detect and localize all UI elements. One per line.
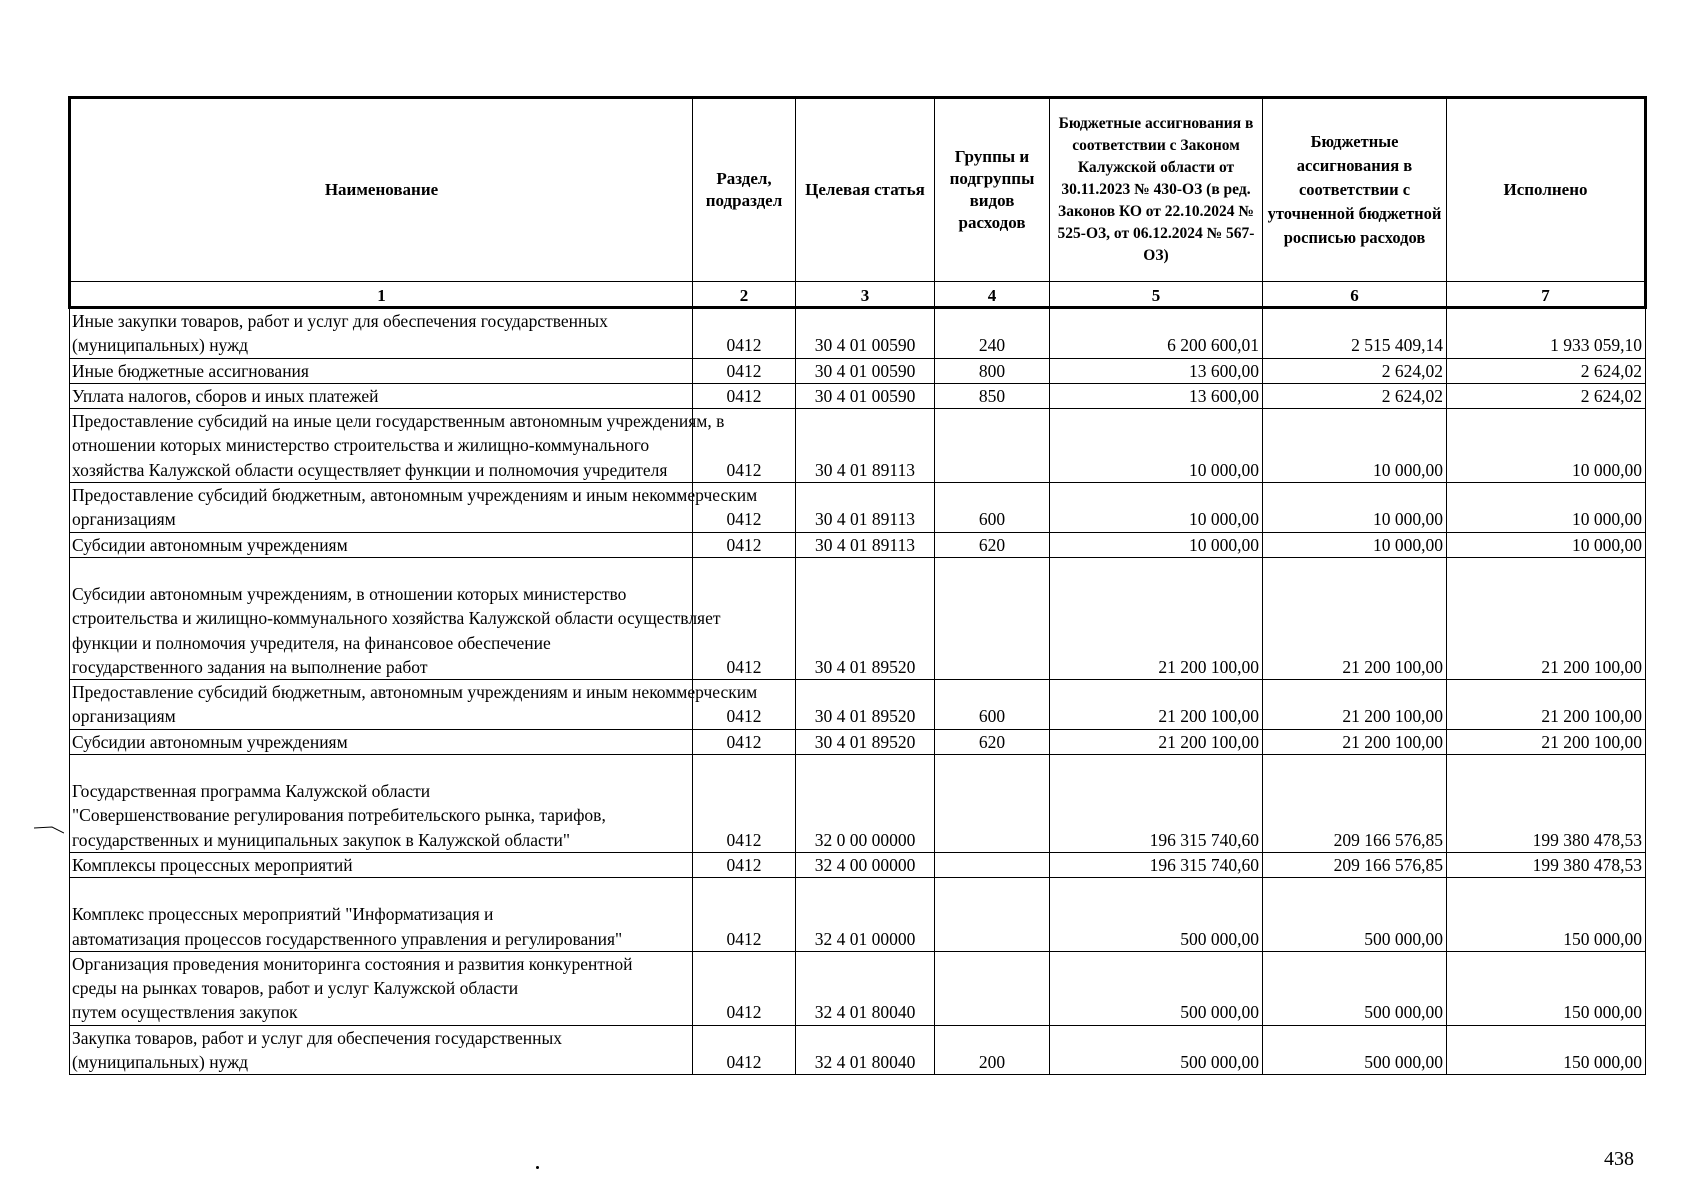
row-executed: 2 624,02 bbox=[1447, 383, 1646, 408]
row-expense-group: 800 bbox=[935, 358, 1050, 383]
row-section: 0412 bbox=[693, 951, 796, 1025]
row-law-allocation: 500 000,00 bbox=[1050, 878, 1263, 952]
row-section: 0412 bbox=[693, 729, 796, 754]
table-row bbox=[70, 358, 1646, 383]
row-law-allocation: 196 315 740,60 bbox=[1050, 852, 1263, 877]
row-expense-group bbox=[935, 878, 1050, 952]
table-row bbox=[70, 852, 1646, 877]
row-expense-group: 850 bbox=[935, 383, 1050, 408]
row-name bbox=[70, 557, 721, 679]
header-refined-allocation: Бюджетные ассигнования в соответствии с уточненной бюджетной росписью расходов bbox=[1263, 98, 1447, 282]
row-name-text: Иные закупки товаров, работ и услуг для обеспечения государственных (муниципальных) нужд bbox=[72, 311, 608, 356]
row-executed: 21 200 100,00 bbox=[1447, 557, 1646, 679]
table-row bbox=[70, 1025, 1646, 1075]
row-name bbox=[70, 308, 693, 359]
table-body bbox=[70, 308, 1646, 1075]
row-law-allocation: 196 315 740,60 bbox=[1050, 755, 1263, 853]
row-executed: 21 200 100,00 bbox=[1447, 729, 1646, 754]
row-name bbox=[70, 951, 693, 1025]
row-name bbox=[70, 729, 693, 754]
row-law-allocation: 6 200 600,01 bbox=[1050, 308, 1263, 359]
row-target-article: 30 4 01 89520 bbox=[796, 729, 935, 754]
column-number-row bbox=[70, 282, 1646, 308]
row-name bbox=[70, 852, 693, 877]
column-number: 1 bbox=[70, 282, 693, 308]
row-executed: 199 380 478,53 bbox=[1447, 852, 1646, 877]
row-expense-group bbox=[935, 755, 1050, 853]
row-law-allocation: 10 000,00 bbox=[1050, 409, 1263, 483]
header-expense-group: Группы и подгруппы видов расходов bbox=[935, 98, 1050, 282]
row-executed: 2 624,02 bbox=[1447, 358, 1646, 383]
row-section: 0412 bbox=[693, 1025, 796, 1075]
column-number: 6 bbox=[1263, 282, 1447, 308]
row-name bbox=[70, 358, 693, 383]
row-section: 0412 bbox=[693, 358, 796, 383]
row-section: 0412 bbox=[693, 383, 796, 408]
row-name-text: Организация проведения мониторинга состояния и развития конкурентной среды на рынках товаров, работ и услуг Калужской области путем осуществления закупок bbox=[72, 953, 633, 1023]
row-law-allocation: 21 200 100,00 bbox=[1050, 557, 1263, 679]
header-executed: Исполнено bbox=[1447, 98, 1646, 282]
row-expense-group bbox=[935, 852, 1050, 877]
row-executed: 10 000,00 bbox=[1447, 409, 1646, 483]
row-executed: 150 000,00 bbox=[1447, 951, 1646, 1025]
row-refined-allocation: 2 515 409,14 bbox=[1263, 308, 1447, 359]
row-executed: 150 000,00 bbox=[1447, 878, 1646, 952]
row-expense-group bbox=[935, 409, 1050, 483]
row-name bbox=[70, 755, 693, 853]
row-law-allocation: 10 000,00 bbox=[1050, 483, 1263, 533]
header-row bbox=[70, 98, 1646, 282]
row-expense-group: 600 bbox=[935, 680, 1050, 730]
column-number: 7 bbox=[1447, 282, 1646, 308]
row-refined-allocation: 21 200 100,00 bbox=[1263, 557, 1447, 679]
row-refined-allocation: 500 000,00 bbox=[1263, 1025, 1447, 1075]
row-executed: 10 000,00 bbox=[1447, 532, 1646, 557]
row-target-article: 32 4 01 80040 bbox=[796, 1025, 935, 1075]
table-row bbox=[70, 308, 1646, 359]
row-executed: 1 933 059,10 bbox=[1447, 308, 1646, 359]
row-target-article: 30 4 01 89520 bbox=[796, 680, 935, 730]
row-name-text: Субсидии автономным учреждениям bbox=[72, 731, 348, 752]
row-target-article: 30 4 01 00590 bbox=[796, 358, 935, 383]
row-law-allocation: 10 000,00 bbox=[1050, 532, 1263, 557]
row-refined-allocation: 2 624,02 bbox=[1263, 383, 1447, 408]
row-law-allocation: 13 600,00 bbox=[1050, 383, 1263, 408]
row-executed: 10 000,00 bbox=[1447, 483, 1646, 533]
row-section: 0412 bbox=[693, 557, 796, 679]
row-name-text: Предоставление субсидий бюджетным, автономным учреждениям и иным некоммерческим организациям bbox=[72, 485, 758, 530]
table-row bbox=[70, 878, 1646, 952]
row-refined-allocation: 10 000,00 bbox=[1263, 483, 1447, 533]
row-name-text: Комплекс процессных мероприятий "Информатизация и автоматизация процессов государственного управления и регулирования" bbox=[72, 904, 623, 949]
header-target-article: Целевая статья bbox=[796, 98, 935, 282]
table-row bbox=[70, 755, 1646, 853]
row-refined-allocation: 500 000,00 bbox=[1263, 878, 1447, 952]
row-name-text: Комплексы процессных мероприятий bbox=[72, 854, 353, 875]
row-target-article: 32 0 00 00000 bbox=[796, 755, 935, 853]
table-row bbox=[70, 383, 1646, 408]
row-target-article: 30 4 01 89113 bbox=[796, 483, 935, 533]
row-expense-group: 600 bbox=[935, 483, 1050, 533]
row-target-article: 32 4 01 00000 bbox=[796, 878, 935, 952]
page-number: 438 bbox=[1604, 1148, 1634, 1170]
row-name-text: Субсидии автономным учреждениям bbox=[72, 534, 348, 555]
budget-execution-table bbox=[68, 96, 1647, 1075]
row-target-article: 30 4 01 89113 bbox=[796, 409, 935, 483]
row-name-text: Предоставление субсидий бюджетным, автономным учреждениям и иным некоммерческим организациям bbox=[72, 682, 758, 727]
row-expense-group bbox=[935, 951, 1050, 1025]
row-name bbox=[70, 383, 693, 408]
row-executed: 21 200 100,00 bbox=[1447, 680, 1646, 730]
row-name bbox=[70, 409, 725, 483]
row-refined-allocation: 21 200 100,00 bbox=[1263, 680, 1447, 730]
table-row bbox=[70, 557, 1646, 679]
row-target-article: 32 4 01 80040 bbox=[796, 951, 935, 1025]
table-row bbox=[70, 951, 1646, 1025]
row-law-allocation: 21 200 100,00 bbox=[1050, 729, 1263, 754]
table-row bbox=[70, 409, 1646, 483]
column-number: 5 bbox=[1050, 282, 1263, 308]
row-executed: 150 000,00 bbox=[1447, 1025, 1646, 1075]
row-refined-allocation: 2 624,02 bbox=[1263, 358, 1447, 383]
row-section: 0412 bbox=[693, 483, 796, 533]
row-expense-group bbox=[935, 557, 1050, 679]
row-section: 0412 bbox=[693, 409, 796, 483]
table-header bbox=[70, 98, 1646, 308]
row-target-article: 30 4 01 00590 bbox=[796, 383, 935, 408]
row-section: 0412 bbox=[693, 532, 796, 557]
row-refined-allocation: 500 000,00 bbox=[1263, 951, 1447, 1025]
row-law-allocation: 500 000,00 bbox=[1050, 1025, 1263, 1075]
row-refined-allocation: 21 200 100,00 bbox=[1263, 729, 1447, 754]
row-name-text: Предоставление субсидий на иные цели государственным автономным учреждениям, в отношении которых министерство строительства и жилищно-коммунального хозяйства Калужской области осуществляет функции и полномочия учредителя bbox=[72, 411, 725, 480]
row-name bbox=[70, 532, 693, 557]
row-target-article: 30 4 01 00590 bbox=[796, 308, 935, 359]
row-executed: 199 380 478,53 bbox=[1447, 755, 1646, 853]
row-section: 0412 bbox=[693, 755, 796, 853]
row-name-text: Иные бюджетные ассигнования bbox=[72, 360, 309, 381]
table-row bbox=[70, 680, 1646, 730]
row-refined-allocation: 10 000,00 bbox=[1263, 409, 1447, 483]
row-section: 0412 bbox=[693, 680, 796, 730]
row-expense-group: 620 bbox=[935, 729, 1050, 754]
header-name: Наименование bbox=[70, 98, 693, 282]
row-refined-allocation: 10 000,00 bbox=[1263, 532, 1447, 557]
column-number: 4 bbox=[935, 282, 1050, 308]
row-law-allocation: 500 000,00 bbox=[1050, 951, 1263, 1025]
row-section: 0412 bbox=[693, 308, 796, 359]
header-law-allocation: Бюджетные ассигнования в соответствии с Законом Калужской области от 30.11.2023 № 430-ОЗ (в ред. Законов КО от 22.10.2024 № 525-ОЗ, от 06.12.2024 № 567-ОЗ) bbox=[1050, 98, 1263, 282]
row-refined-allocation: 209 166 576,85 bbox=[1263, 852, 1447, 877]
row-section: 0412 bbox=[693, 878, 796, 952]
column-number: 2 bbox=[693, 282, 796, 308]
row-expense-group: 200 bbox=[935, 1025, 1050, 1075]
row-name-text: Субсидии автономным учреждениям, в отношении которых министерство строительства и жилищно-коммунального хозяйства Калужской области осуществляет функции и полномочия учредителя, на финансовое обеспечение государственного задания на выполнение работ bbox=[72, 583, 721, 677]
header-section: Раздел, подраздел bbox=[693, 98, 796, 282]
row-name bbox=[70, 878, 693, 952]
row-section: 0412 bbox=[693, 852, 796, 877]
stray-dot bbox=[536, 1166, 539, 1169]
table-row bbox=[70, 729, 1646, 754]
table-row bbox=[70, 483, 1646, 533]
row-refined-allocation: 209 166 576,85 bbox=[1263, 755, 1447, 853]
row-name-text: Государственная программа Калужской области "Совершенствование регулирования потребительского рынка, тарифов, государственных и муниципальных закупок в Калужской области" bbox=[72, 781, 606, 850]
row-law-allocation: 21 200 100,00 bbox=[1050, 680, 1263, 730]
row-expense-group: 620 bbox=[935, 532, 1050, 557]
row-name bbox=[70, 1025, 693, 1075]
row-target-article: 30 4 01 89520 bbox=[796, 557, 935, 679]
column-number: 3 bbox=[796, 282, 935, 308]
row-target-article: 32 4 00 00000 bbox=[796, 852, 935, 877]
row-expense-group: 240 bbox=[935, 308, 1050, 359]
margin-mark bbox=[34, 826, 64, 834]
table-row bbox=[70, 532, 1646, 557]
row-name-text: Уплата налогов, сборов и иных платежей bbox=[72, 385, 379, 406]
row-name-text: Закупка товаров, работ и услуг для обеспечения государственных (муниципальных) нужд bbox=[72, 1027, 563, 1073]
row-target-article: 30 4 01 89113 bbox=[796, 532, 935, 557]
row-law-allocation: 13 600,00 bbox=[1050, 358, 1263, 383]
